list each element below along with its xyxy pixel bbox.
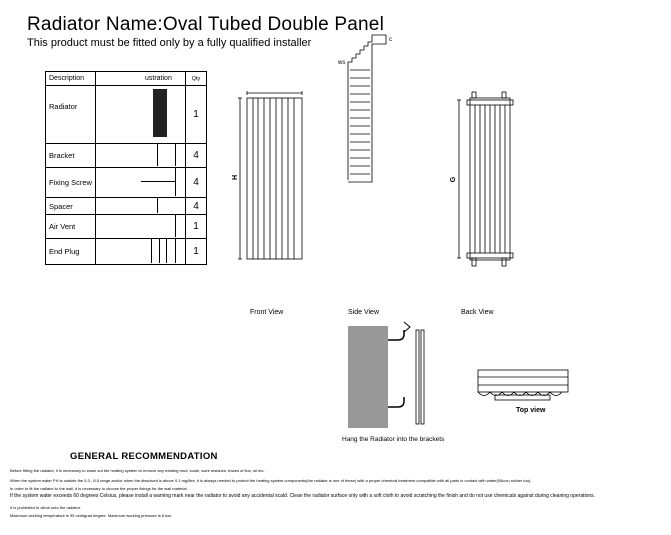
- front-view-drawing: [238, 91, 302, 259]
- part-name: Spacer: [46, 198, 96, 215]
- part-name: Radiator: [46, 86, 96, 144]
- part-name: Air Vent: [46, 215, 96, 239]
- height-dimension-label: H: [232, 174, 240, 181]
- c-dimension-label: c: [389, 37, 392, 43]
- front-view-label: Front View: [250, 309, 284, 316]
- installer-warning: This product must be fitted only by a fully qualified installer: [27, 37, 312, 49]
- col-illustration-header: ustration: [96, 72, 186, 86]
- part-qty: 4: [186, 168, 207, 198]
- part-qty: 1: [186, 239, 207, 265]
- top-view-drawing: [478, 370, 568, 400]
- recommendation-line: When the system water PH is outside the 5.3 - 8.5 range and/or when the dissolved is above 0.1 mg/litre, it is always needed to protect the heating system components(the radiator is one of these) with a proper chemical treatment compatible with all parts in contact with water(Silicon rubber too).: [10, 478, 532, 483]
- recommendation-line: If the system water exceeds 60 degrees Celsius, please install a warning mark near the radiator to avoid any accidental scald. Clean the radiator surface only with a soft cloth to avoid scratching the finish and do not use chemicals against during cleaning operations.: [10, 493, 596, 499]
- recommendation-line: It is prohibited to climb onto the radiator.: [10, 505, 81, 510]
- ws-dimension-label: ws: [338, 60, 346, 66]
- part-name: Fixing Screw: [46, 168, 96, 198]
- recommendation-line: Before fitting the radiator, it is necessary to wash out the heating system to remove any existing mud, scale, work residues, traces of flux, oil etc.: [10, 468, 265, 473]
- page-title: Radiator Name:Oval Tubed Double Panel: [27, 14, 384, 35]
- back-view-label: Back View: [461, 309, 494, 316]
- recommendation-line: In order to fit the radiator to the wall, it is necessary to choose the proper fixings for the wall material.: [10, 486, 188, 491]
- part-qty: 1: [186, 86, 207, 144]
- part-name: Bracket: [46, 144, 96, 168]
- part-qty: 4: [186, 144, 207, 168]
- hang-caption: Hang the Radiator into the brackets: [342, 436, 445, 443]
- recommendation-line: Maximum working temperature is 95 centigrad degree. Maximum working pressure is 6 bar.: [10, 513, 172, 518]
- side-view-label: Side View: [348, 309, 380, 316]
- col-description-header: Description: [46, 72, 96, 86]
- part-qty: 1: [186, 215, 207, 239]
- hanging-detail-drawing: [348, 322, 424, 428]
- side-view-stairs-drawing: [348, 35, 386, 182]
- col-qty-header: Qty: [186, 72, 207, 86]
- top-view-label: Top view: [516, 407, 546, 414]
- recommendation-heading: GENERAL RECOMMENDATION: [70, 451, 218, 462]
- g-dimension-label: G: [450, 176, 458, 183]
- back-view-drawing: [457, 92, 513, 266]
- part-name: End Plug: [46, 239, 96, 265]
- part-qty: 4: [186, 198, 207, 215]
